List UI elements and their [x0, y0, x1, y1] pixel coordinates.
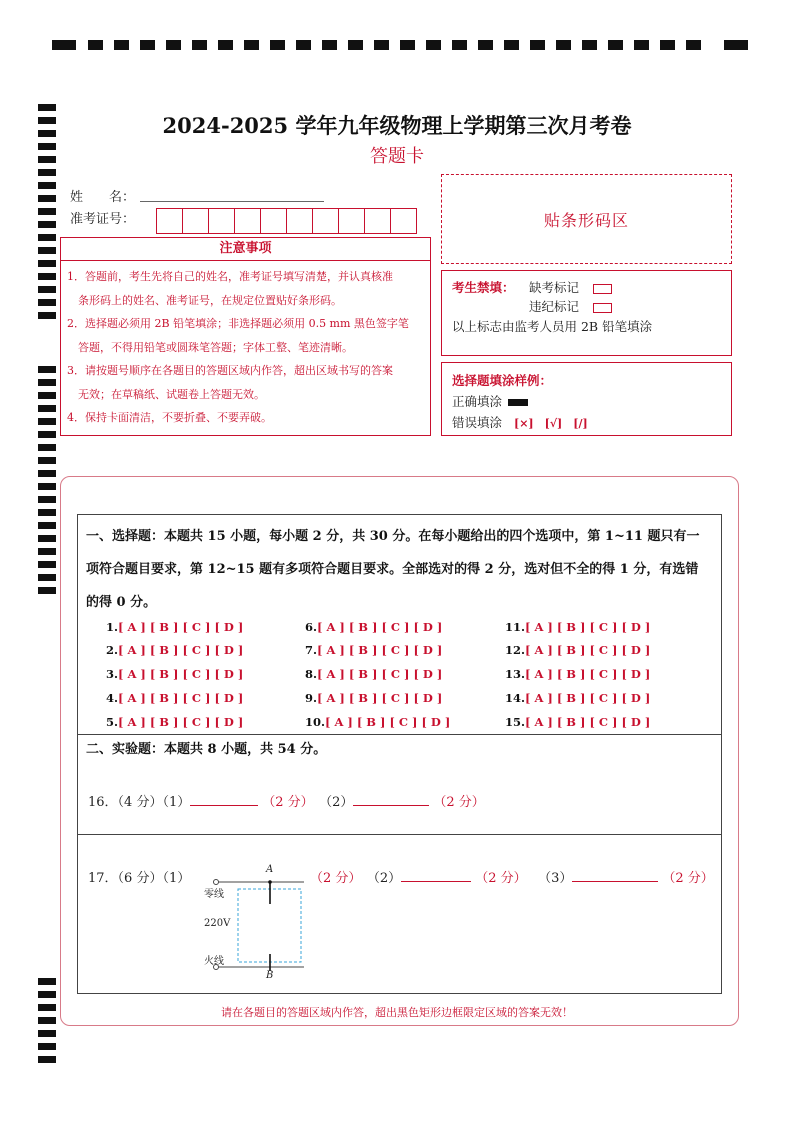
wrong-fill-row	[452, 413, 588, 431]
q16-part2: （2）	[325, 795, 354, 810]
barcode-area	[441, 174, 732, 264]
mcq-number: 2.	[106, 643, 119, 657]
notice-line: 3．请按题号顺序在各题目的答题区域内作答，超出区域书写的答案	[67, 364, 393, 377]
mcq-options[interactable]: [ A ] [ B ] [ C ] [ D ]	[118, 620, 244, 634]
ban-title: 考生禁填：	[452, 280, 515, 295]
page-subtitle: 答题卡	[370, 146, 424, 167]
mcq-number: 13.	[505, 667, 526, 681]
mcq-number: 4.	[106, 691, 119, 705]
barcode-label: 贴条形码区	[543, 210, 629, 230]
mcq-options[interactable]: [ A ] [ B ] [ C ] [ D ]	[317, 643, 443, 657]
section2-title: 二、实验题：本题共 8 小题，共 54 分。	[86, 742, 327, 757]
mcq-question-9[interactable]	[305, 691, 442, 705]
notice-line: 1．答题前，考生先将自己的姓名，准考证号填写清楚，并认真核准	[67, 270, 393, 283]
section1-line: 一、选择题：本题共 15 小题，每小题 2 分，共 30 分。在每小题给出的四个选项中，第 1~11 题只有一	[86, 529, 700, 544]
q16-answer1-field[interactable]	[190, 793, 258, 806]
mcq-number: 3.	[106, 667, 119, 681]
footer-warning: 请在各题目的答题区域内作答，超出黑色矩形边框限定区域的答案无效！	[221, 1006, 573, 1019]
q16-label: 16．（4 分）（1）	[88, 795, 191, 810]
mcq-options[interactable]: [ A ] [ B ] [ C ] [ D ]	[118, 715, 244, 729]
question-16	[88, 791, 485, 810]
mcq-number: 6.	[305, 620, 318, 634]
section-divider	[77, 734, 722, 735]
mcq-options[interactable]: [ A ] [ B ] [ C ] [ D ]	[525, 667, 651, 681]
voltage-label: 220V	[204, 918, 231, 929]
mcq-number: 5.	[106, 715, 119, 729]
q16-answer2-field[interactable]	[353, 793, 429, 806]
absent-checkbox[interactable]	[593, 284, 612, 294]
q16-score1: （2 分）	[262, 795, 314, 810]
top-timing-marks	[52, 38, 752, 52]
mcq-options[interactable]: [ A ] [ B ] [ C ] [ D ]	[317, 667, 443, 681]
mcq-question-4[interactable]	[106, 691, 243, 705]
question-divider	[77, 834, 722, 835]
mcq-options[interactable]: [ A ] [ B ] [ C ] [ D ]	[325, 715, 451, 729]
q17-answer2-field[interactable]	[401, 869, 471, 882]
fill-sample-box	[441, 362, 732, 436]
mcq-options[interactable]: [ A ] [ B ] [ C ] [ D ]	[525, 620, 651, 634]
mcq-options[interactable]: [ A ] [ B ] [ C ] [ D ]	[525, 643, 651, 657]
fill-sample-title: 选择题填涂样例：	[452, 373, 553, 388]
mcq-options[interactable]: [ A ] [ B ] [ C ] [ D ]	[118, 667, 244, 681]
notice-line: 4．保持卡面清洁，不要折叠、不要弄破。	[67, 411, 272, 424]
mcq-question-15[interactable]	[505, 715, 650, 729]
mcq-number: 1.	[106, 620, 119, 634]
q17-score2: （2 分）	[475, 871, 527, 886]
mcq-question-13[interactable]	[505, 667, 650, 681]
mcq-number: 7.	[305, 643, 318, 657]
mcq-question-2[interactable]	[106, 643, 243, 657]
violation-mark-row	[529, 297, 612, 315]
mcq-question-12[interactable]	[505, 643, 650, 657]
wrong-fill-marks: [×] [√] [/]	[514, 417, 588, 430]
mcq-options[interactable]: [ A ] [ B ] [ C ] [ D ]	[118, 691, 244, 705]
notice-line: 答题，不得用铅笔或圆珠笔答题；字体工整、笔迹清晰。	[67, 340, 353, 354]
mcq-question-10[interactable]	[305, 715, 450, 729]
mcq-number: 14.	[505, 691, 526, 705]
mcq-question-5[interactable]	[106, 715, 243, 729]
mcq-number: 11.	[505, 620, 526, 634]
section1-line: 的得 0 分。	[86, 595, 157, 610]
q17-answer3-field[interactable]	[572, 869, 658, 882]
absent-label: 缺考标记	[529, 280, 580, 295]
mcq-question-8[interactable]	[305, 667, 442, 681]
mcq-number: 8.	[305, 667, 318, 681]
mcq-options[interactable]: [ A ] [ B ] [ C ] [ D ]	[525, 715, 651, 729]
section1-instructions	[86, 520, 714, 619]
exam-id-label: 准考证号：	[70, 212, 136, 227]
mcq-options[interactable]: [ A ] [ B ] [ C ] [ D ]	[118, 643, 244, 657]
notice-line: 无效；在草稿纸、试题卷上答题无效。	[67, 387, 265, 401]
section1-line: 项符合题目要求，第 12~15 题有多项符合题目要求。全部选对的得 2 分，选对但不全的得 1 分，有选错	[86, 562, 699, 577]
exam-id-boxes[interactable]	[156, 208, 416, 234]
mcq-number: 10.	[305, 715, 326, 729]
mcq-question-6[interactable]	[305, 620, 442, 634]
mcq-number: 9.	[305, 691, 318, 705]
mcq-options[interactable]: [ A ] [ B ] [ C ] [ D ]	[317, 691, 443, 705]
live-wire-label: 火线	[204, 956, 224, 967]
ban-note: 以上标志由监考人员用 2B 铅笔填涂	[452, 319, 653, 334]
mcq-question-7[interactable]	[305, 643, 442, 657]
mcq-question-11[interactable]	[505, 620, 650, 634]
correct-fill-row	[452, 392, 528, 410]
point-a-label: A	[266, 864, 274, 875]
examinee-forbidden-box	[441, 270, 732, 356]
mcq-question-3[interactable]	[106, 667, 243, 681]
mcq-number: 15.	[505, 715, 526, 729]
wrong-fill-label: 错误填涂	[452, 415, 503, 430]
mcq-number: 12.	[505, 643, 526, 657]
notice-title: 注意事项	[60, 237, 431, 261]
page-title: 2024-2025 学年九年级物理上学期第三次月考卷	[162, 113, 632, 138]
correct-fill-mark	[508, 399, 528, 406]
violation-checkbox[interactable]	[593, 303, 612, 313]
name-label: 姓 名：	[70, 190, 136, 205]
q16-score2: （2 分）	[433, 795, 485, 810]
neutral-wire-label: 零线	[204, 889, 224, 900]
notice-body	[60, 260, 431, 436]
mcq-question-14[interactable]	[505, 691, 650, 705]
q17-score3: （2 分）	[662, 871, 714, 886]
point-b-label: B	[266, 970, 274, 981]
notice-line: 条形码上的姓名、准考证号，在规定位置贴好条形码。	[67, 293, 342, 307]
question-17-rest	[310, 867, 714, 886]
q17-part3: （3）	[544, 871, 573, 886]
absent-mark-row	[529, 278, 612, 296]
mcq-question-1[interactable]	[106, 620, 243, 634]
q17-part2: （2）	[373, 871, 402, 886]
notice-line: 2．选择题必须用 2B 铅笔填涂；非选择题必须用 0.5 mm 黑色签字笔	[67, 317, 409, 330]
correct-fill-label: 正确填涂	[452, 394, 503, 409]
mcq-options[interactable]: [ A ] [ B ] [ C ] [ D ]	[317, 620, 443, 634]
name-field[interactable]	[140, 200, 324, 202]
q17-label: 17．（6 分）（1）	[88, 871, 191, 886]
violation-label: 违纪标记	[529, 299, 580, 314]
q17-score1: （2 分）	[310, 871, 362, 886]
circuit-diagram	[200, 866, 310, 980]
mcq-options[interactable]: [ A ] [ B ] [ C ] [ D ]	[525, 691, 651, 705]
